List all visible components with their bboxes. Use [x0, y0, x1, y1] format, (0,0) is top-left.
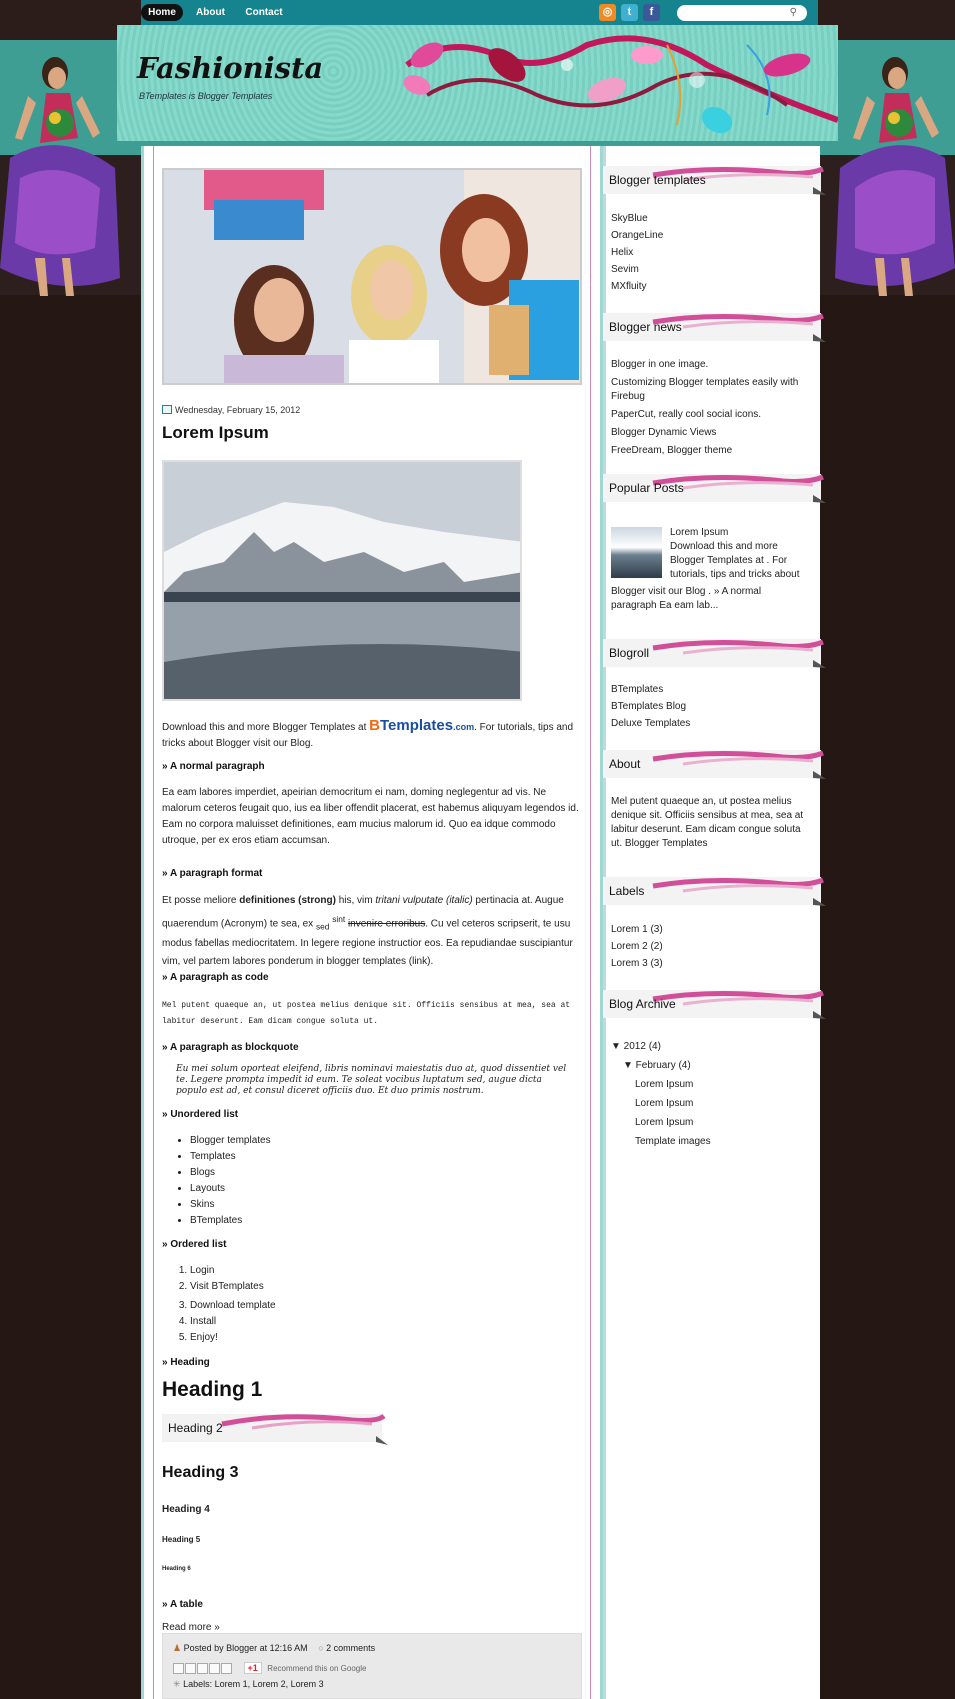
nav-contact[interactable]: Contact — [245, 7, 283, 18]
widget-title-blogroll: Blogroll — [603, 638, 826, 668]
widget-title-blogger-templates: Blogger templates — [603, 165, 826, 195]
sidebar-link[interactable]: Lorem 1 (3) — [611, 924, 663, 935]
sidebar-link[interactable]: Lorem 3 (3) — [611, 958, 663, 969]
twitter-share-icon[interactable] — [197, 1663, 208, 1674]
archive-post-link[interactable]: Lorem Ipsum — [635, 1079, 694, 1090]
nav-home[interactable]: Home — [141, 4, 183, 21]
facebook-icon[interactable]: f — [643, 4, 660, 21]
sidebar-link[interactable]: SkyBlue — [611, 213, 648, 224]
list-item: • Skins — [190, 1197, 271, 1213]
section-heading-blockquote: » A paragraph as blockquote — [162, 1042, 299, 1053]
normal-paragraph: Ea eam labores imperdiet, apeirian democritum ei nam, doming neglegentur ad vis. Ne malorum ceteros feugait quo, ius ea liber offendit placerat, est habemus aliquyam legendos id. Eam no corpora maluisset definitiones, eam mucius malorum id. Quo ea idque commodo utroque, per ex eros etiam accumsan. — [162, 787, 579, 846]
post-author: ♟ Posted by Blogger at 12:16 AM ○ 2 comments — [173, 1643, 376, 1653]
blogger-templates-list — [611, 210, 663, 295]
blog-archive — [611, 1037, 711, 1151]
blogthis-share-icon[interactable] — [185, 1663, 196, 1674]
list-item: 3. Download template — [190, 1298, 276, 1314]
rss-icon[interactable]: ◎ — [599, 4, 616, 21]
post-intro: Download this and more Blogger Templates at BTemplates.com. For tutorials, tips and tricks about Blogger visit our Blog. — [162, 717, 574, 749]
author-icon: ♟ — [173, 1643, 182, 1653]
popular-post-snippet: Download this and more Blogger Templates at . For tutorials, tips and tricks about — [670, 541, 800, 580]
sidebar-link[interactable]: Blogger in one image. — [611, 359, 709, 370]
about-text: Mel putent quaeque an, ut postea melius denique sit. Officiis sensibus at mea, sea at labitur deserunt. Eam dicam congue soluta ut. Blogger Templates — [611, 796, 804, 849]
unordered-list — [190, 1133, 271, 1229]
sidebar-link[interactable]: FreeDream, Blogger theme — [611, 445, 733, 456]
sidebar-link[interactable]: BTemplates Blog — [611, 701, 687, 712]
sidebar-link[interactable]: Deluxe Templates — [611, 718, 691, 729]
sidebar-link[interactable]: Sevim — [611, 264, 639, 275]
list-item: 4. Install — [190, 1314, 276, 1330]
comments-link[interactable]: 2 comments — [326, 1643, 376, 1653]
archive-post-link[interactable]: Template images — [635, 1136, 711, 1147]
google-plus-button[interactable]: +1 — [244, 1662, 262, 1674]
email-share-icon[interactable] — [173, 1663, 184, 1674]
heading-5: Heading 5 — [162, 1535, 201, 1544]
archive-post-link[interactable]: Lorem Ipsum — [635, 1117, 694, 1128]
heading-3: Heading 3 — [162, 1464, 239, 1481]
blogger-news-list — [611, 358, 806, 458]
format-paragraph: Et posse meliore definitiones (strong) his, vim tritani vulputate (italic) pertinacia at. Augue quaerendum (Acronym) te sea, ex $_{sed}$ $^{sint}$ invenire erroribus. Cu vel ceteros scripserit, te usu modus fabellas mediocritatem. In legere regione instructior eos. Ea repudiandae suscipiantur vim, vel partem labores ponderum in blogger templates (link). — [162, 895, 573, 968]
section-heading-normal: » A normal paragraph — [162, 761, 265, 772]
code-paragraph: Mel putent quaeque an, ut postea melius denique sit. Officiis sensibus at mea, sea at labitur deserunt. Eam dicam congue soluta ut. — [162, 1001, 571, 1026]
pinterest-share-icon[interactable] — [221, 1663, 232, 1674]
list-item: 2. Visit BTemplates — [190, 1279, 276, 1295]
section-heading-ordered: » Ordered list — [162, 1239, 227, 1250]
calendar-icon — [162, 405, 172, 414]
section-heading-code: » A paragraph as code — [162, 972, 269, 983]
widget-title-popular-posts: Popular Posts — [603, 473, 826, 503]
sidebar-link[interactable]: PaperCut, really cool social icons. — [611, 409, 762, 420]
labels-list — [611, 921, 663, 972]
hero-shopping-image — [162, 168, 582, 385]
heading-1: Heading 1 — [162, 1378, 263, 1401]
floral-header-decoration — [387, 25, 838, 141]
section-heading-unordered: » Unordered list — [162, 1109, 239, 1120]
archive-year-toggle[interactable]: ▼ 2012 (4) — [611, 1041, 661, 1052]
list-item: 5. Enjoy! — [190, 1330, 276, 1346]
section-heading-heading: » Heading — [162, 1357, 210, 1368]
archive-post-link[interactable]: Lorem Ipsum — [635, 1098, 694, 1109]
post-footer — [162, 1633, 582, 1699]
post-labels: ✳ Labels: Lorem 1, Lorem 2, Lorem 3 — [173, 1679, 324, 1689]
sidebar-link[interactable]: Blogger Dynamic Views — [611, 427, 717, 438]
sidebar-link[interactable]: Lorem 2 (2) — [611, 941, 663, 952]
fashion-model-right-image — [835, 48, 955, 296]
top-navigation — [141, 0, 818, 25]
nav-about[interactable]: About — [196, 7, 225, 18]
ordered-list — [190, 1263, 276, 1346]
sidebar-link[interactable]: BTemplates — [611, 684, 664, 695]
widget-title-labels: Labels — [603, 876, 826, 906]
share-buttons — [173, 1662, 366, 1674]
read-more-link[interactable]: Read more » — [162, 1622, 220, 1633]
widget-title-about: About — [603, 749, 826, 779]
blog-tagline: BTemplates is Blogger Templates — [139, 91, 273, 101]
archive-month-toggle[interactable]: ▼ February (4) — [623, 1060, 691, 1071]
blockquote: Eu mei solum oporteat eleifend, libris nominavi maiestatis duo at, quod dissentiet vel te. Legere prompta impedit id eum. Te soleat vocibus luptatum sed, augue dicta populo est ad, et consul diceret officiis duo. Et duo primis nostrum. — [176, 1064, 567, 1096]
list-item: • Layouts — [190, 1181, 271, 1197]
sidebar-link[interactable]: Customizing Blogger templates easily with Firebug — [611, 377, 799, 402]
blog-title[interactable]: Fashionista — [137, 51, 324, 85]
heading-2-box: Heading 2 — [162, 1412, 388, 1445]
heading-6: Heading 6 — [162, 1566, 191, 1572]
search-input[interactable] — [677, 5, 807, 21]
section-heading-format: » A paragraph format — [162, 868, 263, 879]
sidebar-link[interactable]: OrangeLine — [611, 230, 664, 241]
heading-4: Heading 4 — [162, 1504, 210, 1515]
twitter-icon[interactable]: t — [621, 4, 638, 21]
list-item: • Blogger templates — [190, 1133, 271, 1149]
recommend-text: Recommend this on Google — [267, 1664, 367, 1673]
post-snow-mountain-image — [162, 460, 522, 701]
facebook-share-icon[interactable] — [209, 1663, 220, 1674]
sidebar-link[interactable]: MXfluity — [611, 281, 647, 292]
comment-icon: ○ — [318, 1643, 324, 1653]
section-heading-table: » A table — [162, 1599, 203, 1610]
list-item: • Templates — [190, 1149, 271, 1165]
post-date: Wednesday, February 15, 2012 — [162, 405, 300, 415]
post-title[interactable]: Lorem Ipsum — [162, 423, 269, 442]
list-item: 1. Login — [190, 1263, 276, 1279]
popular-post-title[interactable]: Lorem Ipsum — [670, 527, 729, 538]
label-icon: ✳ — [173, 1679, 181, 1689]
popular-post-snippet-cont: Blogger visit our Blog . » A normal paragraph Ea eam lab... — [611, 586, 762, 611]
search-icon[interactable]: ⚲ — [789, 7, 797, 18]
blog-header — [117, 25, 838, 141]
sidebar-link[interactable]: Helix — [611, 247, 634, 258]
fashion-model-left-image — [0, 48, 120, 296]
popular-post — [670, 526, 805, 582]
list-item: • Blogs — [190, 1165, 271, 1181]
list-item: • BTemplates — [190, 1213, 271, 1229]
widget-title-blog-archive: Blog Archive — [603, 989, 826, 1019]
widget-title-blogger-news: Blogger news — [603, 312, 826, 342]
popular-post-thumbnail[interactable] — [611, 527, 662, 578]
btemplates-logo[interactable]: BTemplates.com — [369, 717, 475, 734]
blogroll-list — [611, 681, 690, 732]
